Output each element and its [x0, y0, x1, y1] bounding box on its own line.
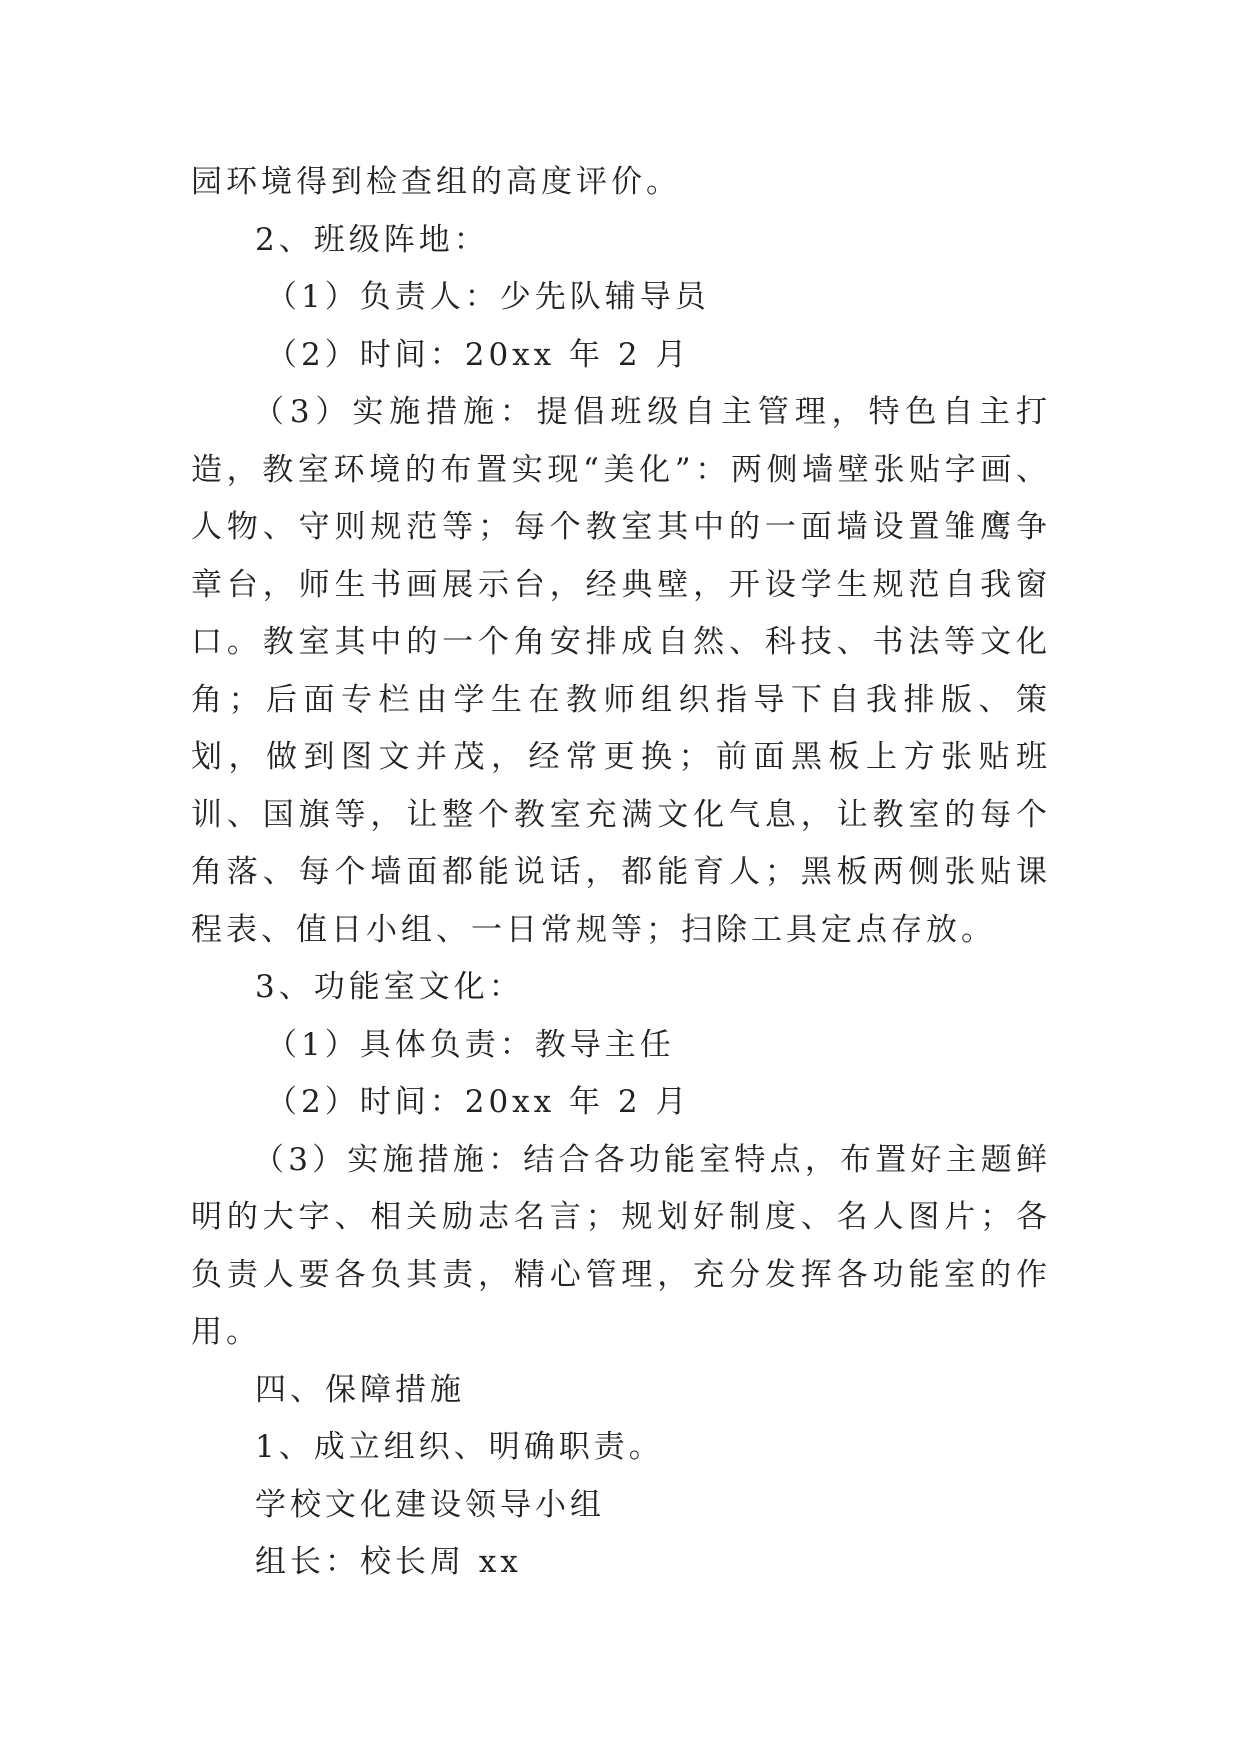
text-line: （2）时间：20xx 年 2 月: [266, 1084, 691, 1120]
text-line: （1）具体负责：教导主任: [266, 1026, 675, 1063]
paragraph: （3）实施措施：提倡班级自主管理，特色自主打造，教室环境的布置实现“美化”：两侧墙壁张贴字画、人物、守则规范等；每个教室其中的一面墙设置雏鹰争章台，师生书画展示台，经典壁，开设学生规范自我窗口。教室其中的一个角安排成自然、科技、书法等文化角；后面专栏由学生在教师组织指导下自我排版、策划，做到图文并茂，经常更换；前面黑板上方张贴班训、国旗等，让整个教室充满文化气息，让教室的每个角落、每个墙面都能说话，都能育人；黑板两侧张贴课程表、值日小组、一日常规等；扫除工具定点存放。: [191, 394, 1051, 948]
paragraph: （3）实施措施：结合各功能室特点，布置好主题鲜明的大字、相关励志名言；规划好制度、名人图片；各负责人要各负其责，精心管理，充分发挥各功能室的作用。: [191, 1141, 1051, 1350]
section-heading: 3、功能室文化：: [255, 969, 524, 1005]
text-line: 园环境得到检查组的高度评价。: [191, 164, 681, 200]
section-heading: 四、保障措施: [255, 1371, 465, 1408]
section-heading: 2、班级阵地：: [255, 221, 489, 258]
text-line: （2）时间：20xx 年 2 月: [266, 336, 691, 373]
document-body: [191, 154, 1051, 1592]
text-line: 组长：校长周 xx: [255, 1544, 522, 1580]
text-line: （1）负责人：少先队辅导员: [266, 279, 710, 315]
text-line: 1、成立组织、明确职责。: [255, 1429, 664, 1465]
text-line: 学校文化建设领导小组: [255, 1486, 605, 1523]
